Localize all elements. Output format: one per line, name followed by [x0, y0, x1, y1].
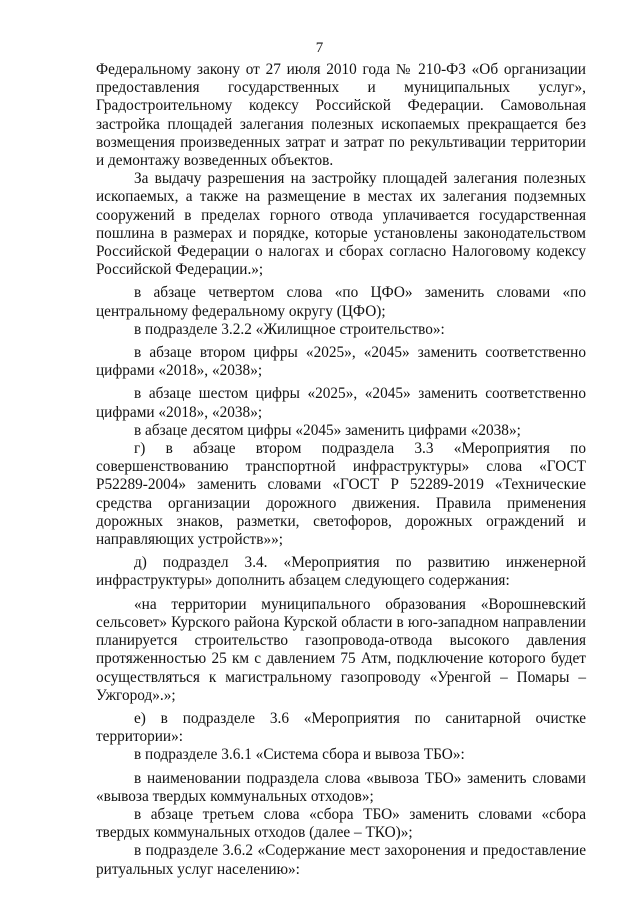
- paragraph-6: в абзаце шестом цифры «2025», «2045» заменить соответственно цифрами «2018», «2038»;: [96, 385, 586, 421]
- paragraph-3: в абзаце четвертом слова «по ЦФО» заменить словами «по центральному федеральному округу (ЦФО);: [96, 284, 586, 320]
- paragraph-1: Федеральному закону от 27 июля 2010 года № 210-ФЗ «Об организации предоставления государственных и муниципальных услуг», Градостроительному кодексу Российской Федерации. Самовольная застройка площадей залегания полезных ископаемых прекращается без возмещения произведенных затрат и затрат по рекультивации территории и демонтажу возведенных объектов.: [96, 61, 586, 170]
- paragraph-15: в подразделе 3.6.2 «Содержание мест захоронения и предоставление ритуальных услуг населению»:: [96, 842, 586, 878]
- paragraph-10: «на территории муниципального образования «Ворошневский сельсовет» Курского района Курской области в юго-западном направлении планируется строительство газопровода-отвода высокого давления протяженностью 25 км с давлением 75 Атм, подключение которого будет осуществляться к магистральному газопроводу «Уренгой – Помары – Ужгород».»;: [96, 595, 586, 704]
- paragraph-5: в абзаце втором цифры «2025», «2045» заменить соответственно цифрами «2018», «2038»;: [96, 344, 586, 380]
- paragraph-7: в абзаце десятом цифры «2045» заменить цифрами «2038»;: [134, 421, 521, 439]
- page-number: 7: [315, 40, 324, 56]
- paragraph-4: в подразделе 3.2.2 «Жилищное строительство»:: [134, 320, 445, 338]
- paragraph-2: За выдачу разрешения на застройку площадей залегания полезных ископаемых, а также на размещение в местах их залегания подземных сооружений в пределах горного отвода уплачивается государственная пошлина в размерах и порядке, которые установлены законодательством Российской Федерации о налогах и сборах согласно Налоговому кодексу Российской Федерации.»;: [96, 170, 586, 279]
- paragraph-12: в подразделе 3.6.1 «Система сбора и вывоза ТБО»:: [134, 746, 465, 764]
- document-body: [96, 61, 586, 879]
- paragraph-8: г) в абзаце втором подраздела 3.3 «Мероприятия по совершенствованию транспортной инфраструктуры» слова «ГОСТ Р52289-2004» заменить словами «ГОСТ Р 52289-2019 «Технические средства организации дорожного движения. Правила применения дорожных знаков, разметки, светофоров, дорожных ограждений и направляющих устройств»»;: [96, 440, 586, 549]
- paragraph-9: д) подраздел 3.4. «Мероприятия по развитию инженерной инфраструктуры» дополнить абзацем следующего содержания:: [96, 554, 586, 590]
- paragraph-14: в абзаце третьем слова «сбора ТБО» заменить словами «сбора твердых коммунальных отходов (далее – ТКО)»;: [96, 805, 586, 842]
- paragraph-13: в наименовании подраздела слова «вывоза ТБО» заменить словами «вывоза твердых коммунальных отходов»;: [96, 769, 586, 805]
- paragraph-11: е) в подразделе 3.6 «Мероприятия по санитарной очистке территории»:: [96, 709, 586, 746]
